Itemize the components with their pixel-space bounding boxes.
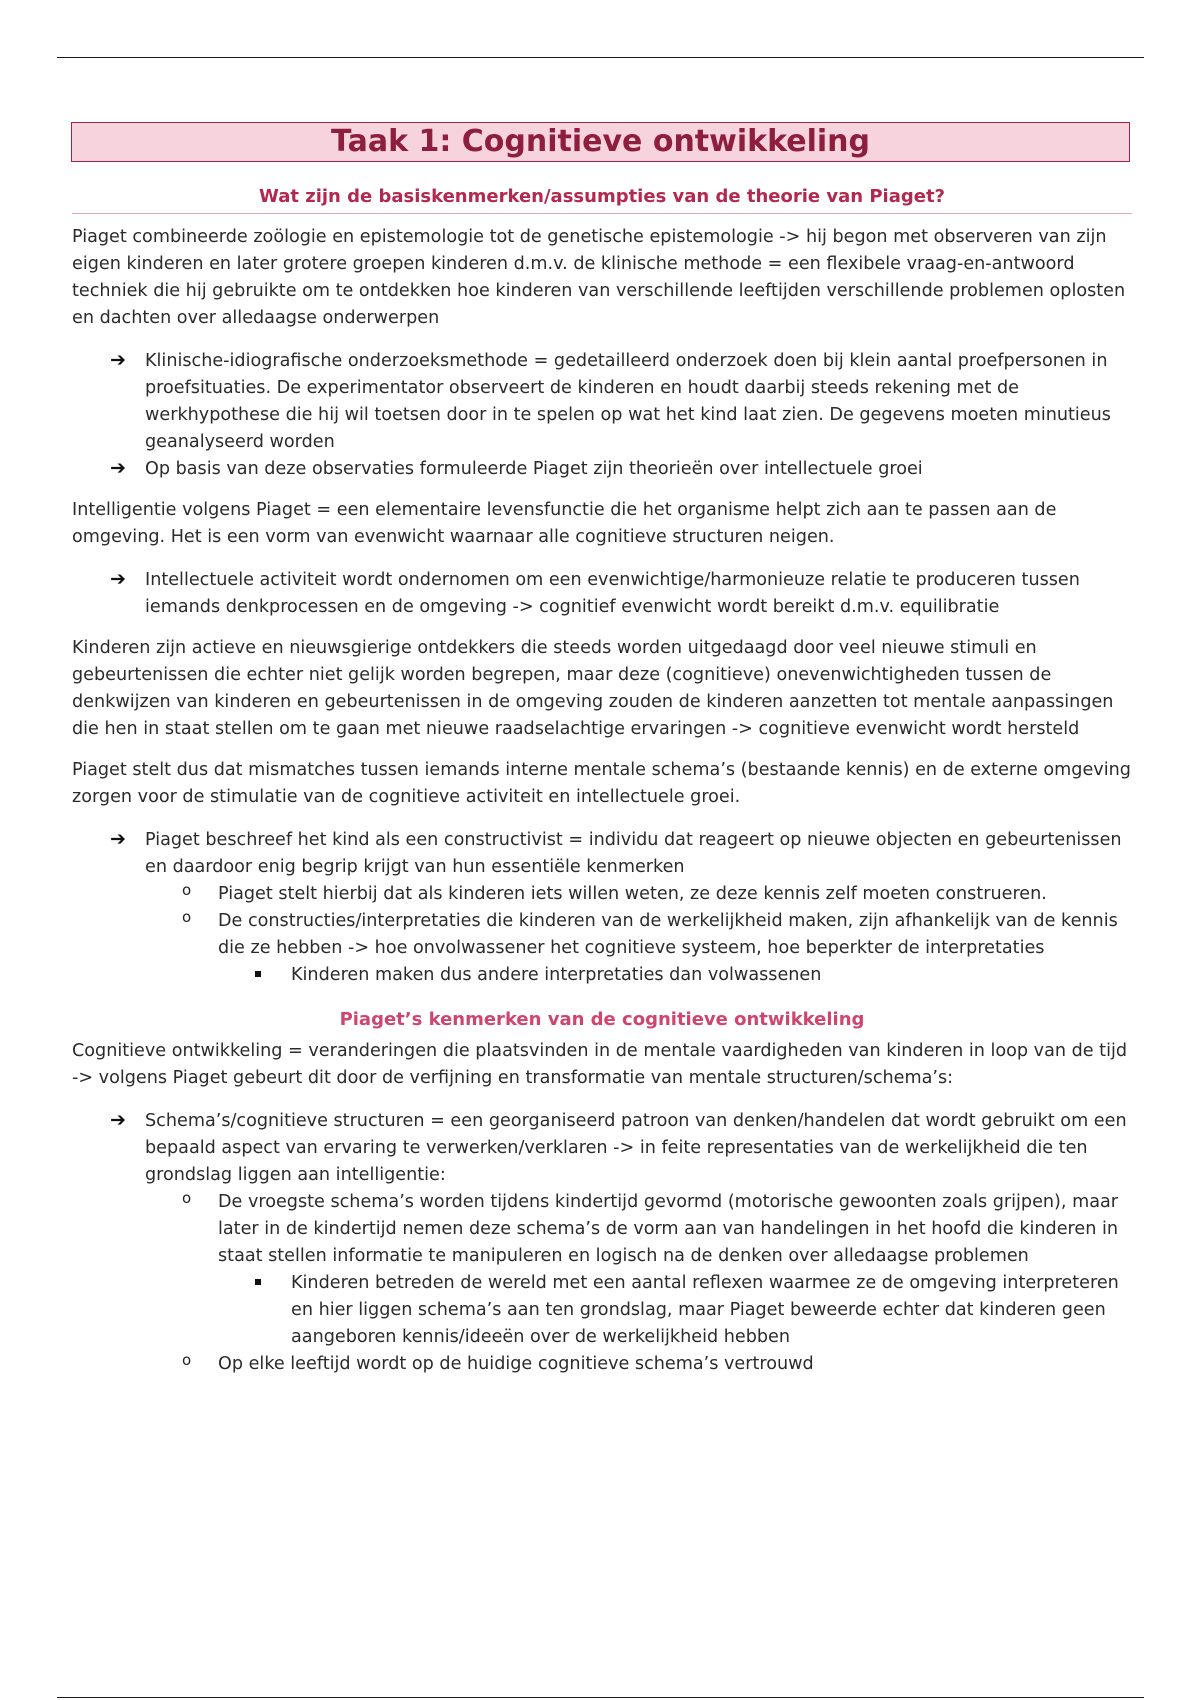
list-item-text: Klinische-idiografische onderzoeksmethode = gedetailleerd onderzoek doen bij klein aantal proefpersonen in proefsituaties. De experimentator observeert de kinderen en houdt daarbij steeds rekening met de werkhypothese die hij wil toetsen door in te spelen op wat het kind laat zien. De gegevens moeten minutieus geanalyseerd worden [145, 351, 1111, 452]
arrow-bullet-icon: ➔ [110, 828, 126, 850]
arrow-bullet-icon: ➔ [110, 1109, 126, 1131]
arrow-list [72, 1108, 1132, 1378]
list-item [72, 456, 1132, 483]
sub-list-item [145, 908, 1132, 989]
arrow-list [72, 827, 1132, 989]
sub-list-item [145, 1189, 1132, 1351]
paragraph: Kinderen zijn actieve en nieuwsgierige ontdekkers die steeds worden uitgedaagd door veel nieuwe stimuli en gebeurtenissen die echter niet gelijk worden begrepen, maar deze (cognitieve) onevenwichtigheden tussen de denkwijzen van kinderen en gebeurtenissen in de omgeving zouden de kinderen aanzetten tot mentale aanpassingen die hen in staat stellen om te gaan met nieuwe raadselachtige ervaringen -> cognitieve evenwicht wordt hersteld [72, 638, 1114, 739]
sub-list-item [145, 1351, 1132, 1378]
footer-rule [57, 1697, 1144, 1698]
sub-sub-list-item-text: Kinderen betreden de wereld met een aantal reflexen waarmee ze de omgeving interpreteren en hier liggen schema’s aan ten grondslag, maar Piaget beweerde echter dat kinderen geen aangeboren kennis/ideeën over de werkelijkheid hebben [291, 1273, 1119, 1347]
sub-sub-list-item [218, 1270, 1132, 1351]
paragraph: Intelligentie volgens Piaget = een elementaire levensfunctie die het organisme helpt zich aan te passen aan de omgeving. Het is een vorm van evenwicht waarnaar alle cognitieve structuren neigen. [72, 500, 1057, 547]
sub-list-item-text: De vroegste schema’s worden tijdens kindertijd gevormd (motorische gewoonten zoals grijpen), maar later in de kindertijd nemen deze schema’s de vorm aan van handelingen in het hoofd die kinderen in staat stellen informatie te manipuleren en logisch na de denken over alledaagse problemen [218, 1192, 1119, 1266]
list-item [72, 348, 1132, 456]
list-item [72, 567, 1132, 621]
sub-list-item [145, 881, 1132, 908]
sub-sub-list [218, 1270, 1132, 1351]
title-box [71, 122, 1130, 162]
sub-sub-list [218, 962, 1132, 989]
sub-list [145, 1189, 1132, 1378]
circle-bullet-icon: o [182, 1351, 192, 1369]
arrow-list [72, 567, 1132, 621]
list-item-text: Schema’s/cognitieve structuren = een georganiseerd patroon van denken/handelen dat wordt gebruikt om een bepaald aspect van ervaring te verwerken/verklaren -> in feite representaties van de werkelijkheid die ten grondslag liggen aan intelligentie: [145, 1111, 1127, 1185]
circle-bullet-icon: o [182, 1189, 192, 1207]
header-rule [57, 57, 1144, 58]
arrow-list [72, 348, 1132, 483]
sub-list-item-text: Op elke leeftijd wordt op de huidige cognitieve schema’s vertrouwd [218, 1354, 814, 1374]
section-heading-basiskenmerken: Wat zijn de basiskenmerken/assumpties van de theorie van Piaget? [72, 186, 1132, 214]
circle-bullet-icon: o [182, 908, 192, 926]
sub-sub-list-item [218, 962, 1132, 989]
section-heading-kenmerken: Piaget’s kenmerken van de cognitieve ontwikkeling [339, 1009, 865, 1030]
sub-sub-list-item-text: Kinderen maken dus andere interpretaties dan volwassenen [291, 965, 822, 985]
document-body [72, 122, 1132, 1378]
sub-list-item-text: De constructies/interpretaties die kinderen van de werkelijkheid maken, zijn afhankelijk van de kennis die ze hebben -> hoe onvolwassener het cognitieve systeem, hoe beperkter de interpretaties [218, 911, 1118, 958]
square-bullet-icon [255, 971, 261, 977]
arrow-bullet-icon: ➔ [110, 457, 126, 479]
paragraph: Piaget combineerde zoölogie en epistemologie tot de genetische epistemologie -> hij begon met observeren van zijn eigen kinderen en later grotere groepen kinderen d.m.v. de klinische methode = een flexibele vraag-en-antwoord techniek die hij gebruikte om te ontdekken hoe kinderen van verschillende leeftijden verschillende problemen oplosten en dachten over alledaagse onderwerpen [72, 227, 1126, 328]
list-item [72, 1108, 1132, 1378]
page-title: Taak 1: Cognitieve ontwikkeling [330, 124, 870, 159]
list-item-text: Piaget beschreef het kind als een constructivist = individu dat reageert op nieuwe objecten en gebeurtenissen en daardoor enig begrip krijgt van hun essentiële kenmerken [145, 830, 1122, 877]
circle-bullet-icon: o [182, 881, 192, 899]
sub-list-item-text: Piaget stelt hierbij dat als kinderen iets willen weten, ze deze kennis zelf moeten construeren. [218, 884, 1047, 904]
arrow-bullet-icon: ➔ [110, 349, 126, 371]
paragraph: Piaget stelt dus dat mismatches tussen iemands interne mentale schema’s (bestaande kennis) en de externe omgeving zorgen voor de stimulatie van de cognitieve activiteit en intellectuele groei. [72, 760, 1131, 807]
paragraph: Cognitieve ontwikkeling = veranderingen die plaatsvinden in de mentale vaardigheden van kinderen in loop van de tijd -> volgens Piaget gebeurt dit door de verfijning en transformatie van mentale structuren/schema’s: [72, 1041, 1128, 1088]
list-item [72, 827, 1132, 989]
list-item-text: Op basis van deze observaties formuleerde Piaget zijn theorieën over intellectuele groei [145, 459, 923, 479]
square-bullet-icon [255, 1279, 261, 1285]
list-item-text: Intellectuele activiteit wordt ondernomen om een evenwichtige/harmonieuze relatie te produceren tussen iemands denkprocessen en de omgeving -> cognitief evenwicht wordt bereikt d.m.v. equilibratie [145, 570, 1080, 617]
sub-list [145, 881, 1132, 989]
arrow-bullet-icon: ➔ [110, 568, 126, 590]
